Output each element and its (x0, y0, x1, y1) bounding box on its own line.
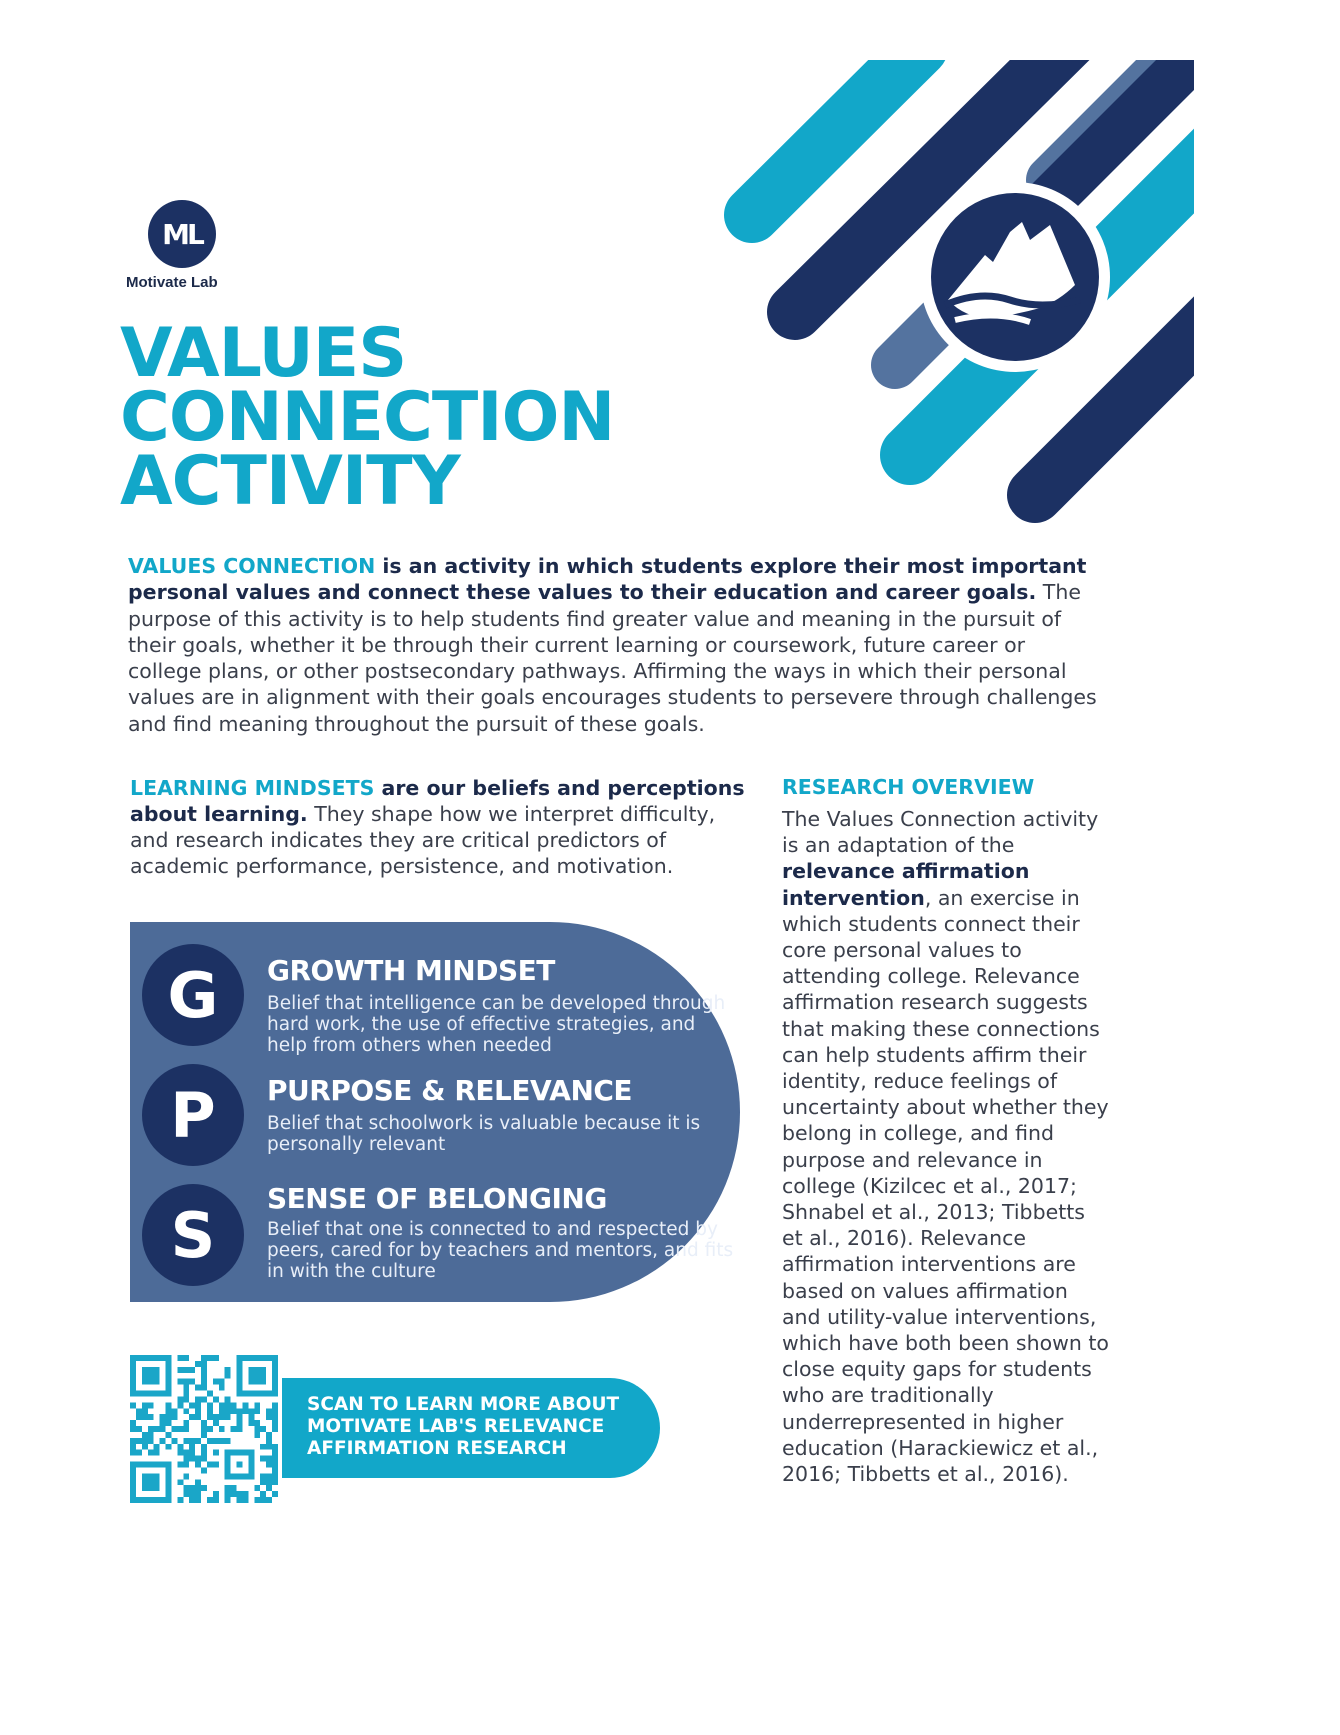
gps-desc-belonging: Belief that one is connected to and respected by peers, cared for by teachers and mentors, and fits in with the culture (267, 1219, 734, 1282)
stripe-navy-1 (795, 30, 1080, 312)
stripe-teal-top (752, 48, 920, 215)
gps-desc-purpose: Belief that schoolwork is valuable because it is personally relevant (267, 1113, 701, 1155)
research-post: , an exercise in which students connect their core personal values to attending college. Relevance affirmation research suggests that making these connections can help students affirm their identity, reduce feelings of uncertainty about whether they belong in college, and find purpose and relevance in college (Kizilcec et al., 2017; Shnabel et al., 2013; Tibbetts et al., 2016). Relevance affirmation interventions are based on values affirmation and utility-value interventions, which have both been shown to close equity gaps for students who are traditionally underrepresented in higher education (Harackiewicz et al., 2016; Tibbetts et al., 2016). (782, 885, 1109, 1487)
gps-letter-s: S (142, 1184, 244, 1286)
gps-desc-growth: Belief that intelligence can be developed through hard work, the use of effective strategies, and help from others when needed (267, 993, 726, 1056)
scan-text: SCAN TO LEARN MORE ABOUT MOTIVATE LAB'S RELEVANCE AFFIRMATION RESEARCH (307, 1394, 620, 1459)
logo-initials: ML (148, 200, 216, 268)
qr-code-icon[interactable] (130, 1355, 278, 1503)
gps-title-purpose: PURPOSE & RELEVANCE (267, 1074, 633, 1107)
page-title (120, 314, 720, 521)
research-heading: RESEARCH OVERVIEW (782, 775, 1035, 799)
mountain-emblem-icon (920, 182, 1110, 372)
gps-title-growth: GROWTH MINDSET (267, 954, 555, 987)
mindsets-bold: are our beliefs and perceptions about learning. (130, 776, 745, 826)
gps-letter-g: G (142, 944, 244, 1046)
stripe-steel-lower (895, 250, 1010, 365)
intro-bold: is an activity in which students explore their most important personal values and connect these values to their education and career goals. (128, 554, 1087, 605)
intro-paragraph (128, 553, 1098, 737)
gps-letter-p: P (142, 1064, 244, 1166)
stripe-navy-2 (960, 10, 1240, 290)
title-line-2: CONNECTION (120, 378, 615, 457)
mindsets-lead: LEARNING MINDSETS (130, 776, 375, 800)
research-paragraph (782, 806, 1112, 1487)
stripe-navy-bottom (1035, 290, 1240, 495)
scan-banner (282, 1378, 660, 1478)
mindsets-body: They shape how we interpret difficulty, and research indicates they are critical predictors of academic performance, persistence, and motivation. (130, 802, 716, 878)
gps-panel (130, 922, 740, 1302)
intro-body: The purpose of this activity is to help students find greater value and meaning in the pursuit of their goals, whether it be through their current learning or coursework, future career or college plans, or other postsecondary pathways. Affirming the ways in which their personal values are in alignment with their goals encourages students to persevere through challenges and find meaning throughout the pursuit of these goals. (128, 580, 1097, 736)
gps-title-belonging: SENSE OF BELONGING (267, 1182, 607, 1215)
research-pre: The Values Connection activity is an adaptation of the (782, 807, 1099, 858)
logo-name: Motivate Lab (126, 274, 218, 291)
title-line-1: VALUES (120, 314, 407, 393)
mindsets-paragraph (130, 775, 750, 879)
motivate-lab-logo (126, 200, 246, 291)
stripe-teal-lower (910, 125, 1240, 455)
title-line-3: ACTIVITY (120, 442, 460, 521)
stripe-steel (1050, 0, 1240, 180)
research-bold: relevance affirmation intervention (782, 859, 1030, 910)
intro-lead: VALUES CONNECTION (128, 554, 376, 578)
